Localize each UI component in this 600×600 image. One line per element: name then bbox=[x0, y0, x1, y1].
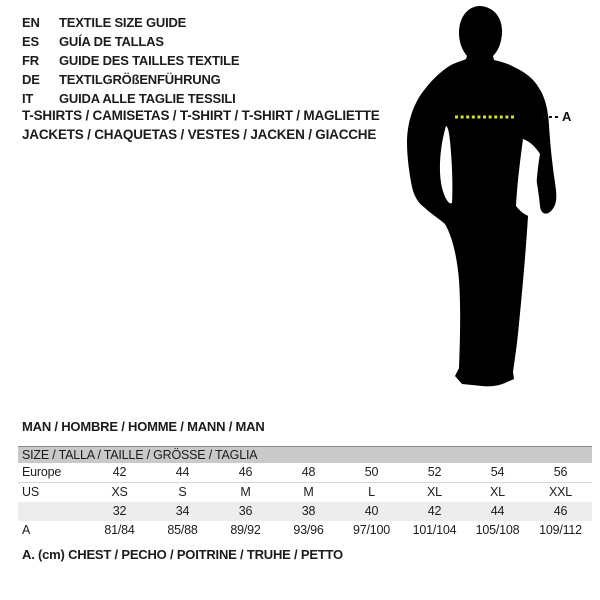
table-cell: L bbox=[368, 485, 375, 499]
table-cell: XS bbox=[111, 485, 128, 499]
table-cell: 36 bbox=[214, 502, 277, 521]
table-cell: 109/112 bbox=[539, 523, 582, 537]
size-table bbox=[18, 446, 592, 540]
table-cell: 42 bbox=[403, 502, 466, 521]
table-cell: M bbox=[303, 485, 314, 499]
language-row-fr bbox=[22, 51, 239, 70]
row-label: A bbox=[22, 523, 31, 537]
table-cell: 44 bbox=[151, 463, 214, 483]
table-cell: 46 bbox=[214, 463, 277, 483]
table-row-us bbox=[18, 483, 592, 503]
measure-label-a: A bbox=[562, 109, 572, 124]
table-cell: M bbox=[240, 485, 251, 499]
language-title: TEXTILE SIZE GUIDE bbox=[59, 15, 187, 30]
language-code: FR bbox=[22, 53, 39, 68]
table-cell: 44 bbox=[466, 502, 529, 521]
language-code: EN bbox=[22, 15, 40, 30]
table-cell: 50 bbox=[340, 463, 403, 483]
man-figure bbox=[402, 6, 592, 398]
table-cell: XL bbox=[490, 485, 505, 499]
table-cell: 42 bbox=[88, 463, 151, 483]
table-cell: 101/104 bbox=[412, 523, 457, 537]
table-cell: XL bbox=[427, 485, 442, 499]
table-row-europe bbox=[18, 463, 592, 483]
row-label: US bbox=[22, 485, 39, 499]
table-cell: 32 bbox=[88, 502, 151, 521]
table-cell: 48 bbox=[277, 463, 340, 483]
table-cell: 89/92 bbox=[230, 523, 261, 537]
table-cell: 34 bbox=[151, 502, 214, 521]
language-row-it bbox=[22, 89, 239, 108]
table-cell: 85/88 bbox=[167, 523, 198, 537]
table-cell: 81/84 bbox=[104, 523, 135, 537]
table-header-row bbox=[18, 447, 592, 464]
table-cell: 52 bbox=[403, 463, 466, 483]
table-cell: 40 bbox=[340, 502, 403, 521]
language-row-de bbox=[22, 70, 239, 89]
language-title: GUIDA ALLE TAGLIE TESSILI bbox=[59, 91, 236, 106]
language-row-en bbox=[22, 13, 239, 32]
language-code: IT bbox=[22, 91, 34, 106]
language-title: GUIDE DES TAILLES TEXTILE bbox=[59, 53, 240, 68]
measurement-footnote: A. (cm) CHEST / PECHO / POITRINE / TRUHE / PETTO bbox=[22, 547, 343, 562]
product-line-tshirts: T-SHIRTS / CAMISETAS / T-SHIRT / T-SHIRT / MAGLIETTE bbox=[22, 108, 380, 123]
table-cell: S bbox=[178, 485, 187, 499]
language-list bbox=[22, 13, 239, 108]
row-label bbox=[18, 502, 88, 521]
section-title-man: MAN / HOMBRE / HOMME / MANN / MAN bbox=[22, 419, 265, 434]
table-cell: XXL bbox=[548, 485, 573, 499]
language-code: DE bbox=[22, 72, 40, 87]
man-silhouette bbox=[402, 6, 562, 398]
language-title: GUÍA DE TALLAS bbox=[59, 34, 164, 49]
table-row-chest bbox=[18, 521, 592, 540]
table-cell: 54 bbox=[466, 463, 529, 483]
language-row-es bbox=[22, 32, 239, 51]
product-category-lines bbox=[22, 107, 380, 144]
language-code: ES bbox=[22, 34, 39, 49]
table-cell: 56 bbox=[529, 463, 592, 483]
table-cell: 38 bbox=[277, 502, 340, 521]
language-title: TEXTILGRÖßENFÜHRUNG bbox=[59, 72, 221, 87]
table-cell: 46 bbox=[529, 502, 592, 521]
table-cell: 93/96 bbox=[293, 523, 324, 537]
table-cell: 97/100 bbox=[352, 523, 391, 537]
product-line-jackets: JACKETS / CHAQUETAS / VESTES / JACKEN / GIACCHE bbox=[22, 126, 377, 142]
table-header: SIZE / TALLA / TAILLE / GRÖSSE / TAGLIA bbox=[18, 447, 592, 464]
row-label: Europe bbox=[18, 463, 88, 483]
table-row-uk bbox=[18, 502, 592, 521]
table-cell: 105/108 bbox=[475, 523, 520, 537]
